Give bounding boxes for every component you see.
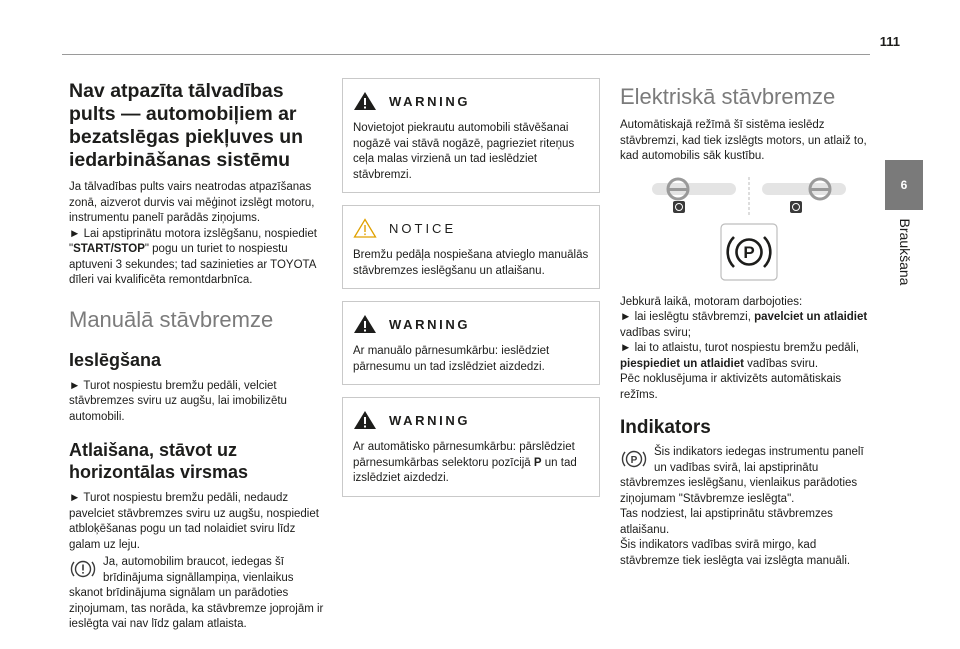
notice-box-pedal bbox=[342, 205, 600, 289]
heading-remote-not-detected: Nav atpazīta tālvadības pults — automobiļiem ar bezatslēgas piekļuves un iedarbināšanas sistēmu bbox=[69, 80, 304, 171]
applying-text: ► Turot nospiestu bremžu pedāli, velciet stāvbremzes sviru uz augšu, lai imobilizētu automobili. bbox=[69, 379, 287, 423]
section-electric-parking-brake: Elektriskā stāvbremze bbox=[620, 84, 836, 109]
warning-icon bbox=[353, 410, 377, 430]
remote-intro: Ja tālvadības pults vairs neatrodas atpazīšanas zonā, aizverot durvis vai mēģinot izslēgt motoru, instrumentu panelī parādās ziņojums. bbox=[69, 181, 315, 224]
warning-box-slope bbox=[342, 78, 600, 193]
remote-step: ► Lai apstiprinātu motora izslēgšanu, nospiediet "START/STOP" pogu un turiet to nospiestu aptuveni 3 sekundes; tad sazinieties ar TOYOTA dīleri vai kvalificēta remontdarbnīca. bbox=[69, 227, 317, 286]
anytime-text: Jebkurā laikā, motoram darbojoties: bbox=[620, 295, 803, 308]
notice-icon bbox=[353, 218, 377, 238]
steering-illustrations bbox=[620, 177, 878, 217]
parking-indicator-icon bbox=[620, 447, 648, 471]
chapter-label bbox=[890, 212, 920, 292]
warning-label: WARNING bbox=[389, 93, 471, 109]
heading-applying: Ieslēgšana bbox=[69, 349, 162, 370]
indicator-text-2: Tas nodziest, lai apstiprinātu stāvbremzes atlaišanu. bbox=[620, 508, 833, 536]
electric-intro: Automātiskajā režīmā šī sistēma ieslēdz stāvbremzi, kad tiek izslēgts motors, un atlaiž to, kad automobilis sāk kustību. bbox=[620, 119, 867, 162]
notice-pedal-text: Bremžu pedāļa nospiešana atvieglo manuālās stāvbremzes ieslēgšanu un atlaišanu. bbox=[353, 249, 589, 277]
top-rule bbox=[62, 54, 870, 55]
releasing-text: ► Turot nospiestu bremžu pedāli, nedaudz pavelciet stāvbremzes sviru uz augšu, nospiediet atbloķēšanas pogu un tad nolaidiet sviru līdz galam uz leju. bbox=[69, 492, 319, 551]
release-step: ► lai to atlaistu, turot nospiestu bremžu pedāli, piespiediet un atlaidiet vadības sviru. bbox=[620, 342, 859, 370]
section-manual-parking-brake: Manuālā stāvbremze bbox=[69, 306, 274, 332]
warning-automatic-text: Ar automātisko pārnesumkārbu: pārslēdziet pārnesumkārbas selektoru pozīcijā P un tad izslēdziet aizdedzi. bbox=[353, 441, 577, 484]
warning-lamp-note: Ja, automobilim braucot, iedegas šī brīdinājuma signāllampiņa, vienlaikus skanot brīdinājuma signālam un parādoties ziņojumam, tas norāda, ka stāvbremze joprojām ir ieslēgta vai nav līdz galam atlaista. bbox=[69, 556, 324, 630]
warning-box-manual bbox=[342, 301, 600, 385]
indicator-text-3: Šis indikators vadības svirā mirgo, kad stāvbremze tiek ieslēgta vai izslēgta manuāli. bbox=[620, 539, 851, 567]
auto-mode-note: Pēc noklusējuma ir aktivizēts automātiskais režīms. bbox=[620, 373, 842, 401]
warning-manual-text: Ar manuālo pārnesumkārbu: ieslēdziet pārnesumu un tad izslēdziet aizdedzi. bbox=[353, 345, 550, 373]
warning-slope-text: Novietojot piekrautu automobili stāvēšanai nogāzē vai stāvā nogāzē, pagrieziet riteņus ceļa malas virzienā un tad ieslēdziet stāvbremzi. bbox=[353, 122, 575, 181]
chapter-tab[interactable]: 6 bbox=[885, 160, 923, 210]
column-middle bbox=[342, 78, 600, 509]
steering-wheel-left-icon bbox=[650, 177, 738, 217]
parking-brake-warning-icon bbox=[69, 557, 97, 581]
indicator-text-1: P Šis indikators iedegas instrumentu panelī un vadības svirā, lai apstiprinātu stāvbremzes ieslēgšanu, vienlaikus parādoties ziņojumam "Stāvbremze ieslēgta". bbox=[620, 446, 864, 505]
chapter-label-text: Braukšana bbox=[897, 218, 913, 286]
divider-dashed-icon bbox=[746, 177, 752, 217]
column-right bbox=[620, 84, 878, 569]
warning-icon bbox=[353, 91, 377, 111]
column-left bbox=[69, 80, 325, 633]
parking-switch-illustration bbox=[620, 223, 878, 281]
warning-label: WARNING bbox=[389, 412, 471, 428]
svg-text:P: P bbox=[743, 242, 755, 262]
heading-releasing-level: Atlaišana, stāvot uz horizontālas virsmas bbox=[69, 440, 249, 482]
steering-wheel-right-icon bbox=[760, 177, 848, 217]
page-number: 111 bbox=[879, 34, 900, 49]
apply-step: ► lai ieslēgtu stāvbremzi, pavelciet un atlaidiet vadības sviru; bbox=[620, 311, 868, 339]
svg-text:P: P bbox=[630, 455, 638, 466]
notice-label: NOTICE bbox=[389, 220, 457, 236]
warning-icon bbox=[353, 314, 377, 334]
heading-indicators: Indikators bbox=[620, 417, 711, 438]
warning-box-automatic bbox=[342, 397, 600, 497]
electric-parking-switch-icon bbox=[720, 223, 778, 281]
warning-label: WARNING bbox=[389, 316, 471, 332]
